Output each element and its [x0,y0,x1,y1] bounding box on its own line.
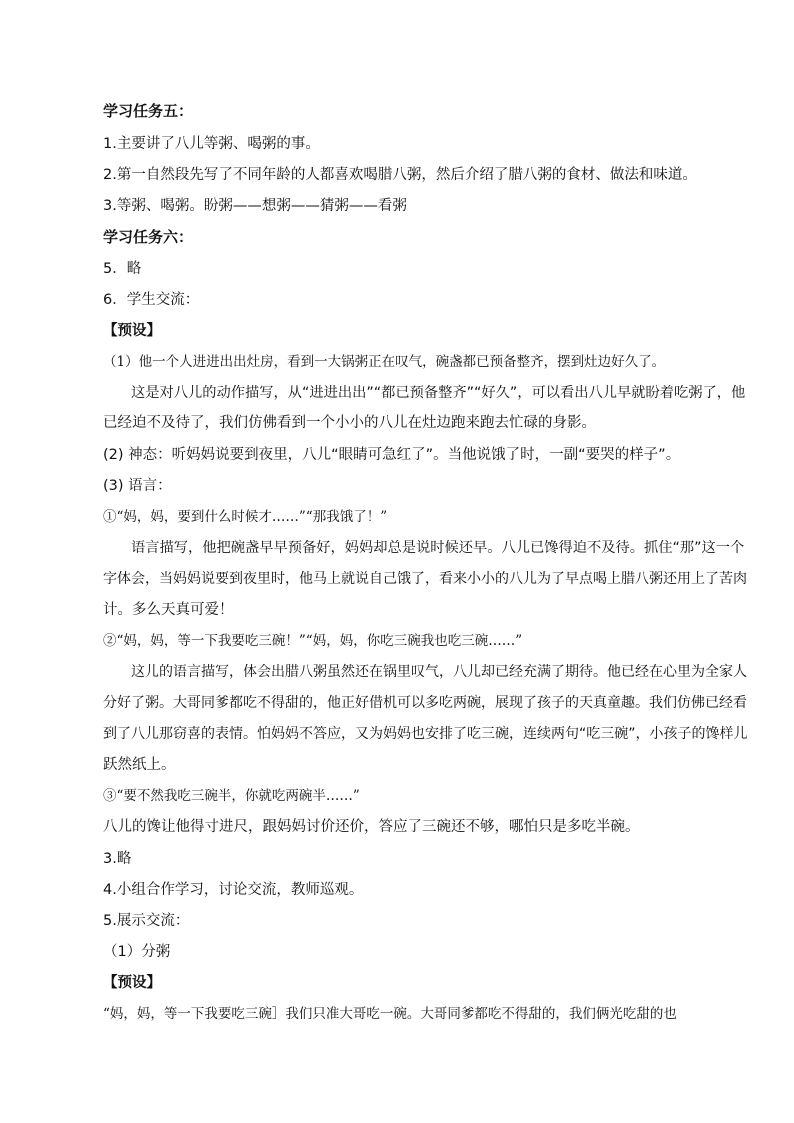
paragraph: 已经迫不及待了，我们仿佛看到一个小小的八儿在灶边跑来跑去忙碌的身影。 [103,415,596,431]
paragraph: 4.小组合作学习，讨论交流，教师巡观。 [103,882,364,898]
quote-line: （1）他一个人进进出出灶房，看到一大锅粥正在叹气，碗盏都已预备整齐，摆到灶边好久了。 [103,354,666,370]
paragraph: （1）分粥 [103,944,171,960]
paragraph: (2) 神态：听妈妈说要到夜里，八儿“眼睛可急红了”。当他说饿了时，一副“要哭的样子”。 [103,447,681,463]
paragraph: 6．学生交流： [103,292,200,308]
paragraph: 跃然纸上。 [103,757,176,773]
paragraph: 这儿的语言描写，体会出腊八粥虽然还在锅里叹气，八儿却已经充满了期待。他已经在心里为全家人 [131,664,747,680]
quote-line: “妈，妈，等一下我要吃三碗］我们只准大哥吃一碗。大哥同爹都吃不得甜的，我们俩光吃甜的也 [103,1006,677,1022]
paragraph: (3) 语言： [103,478,172,494]
paragraph: 语言描写，他把碗盏早早预备好，妈妈却总是说时候还早。八儿已馋得迫不及待。抓住“那”这一个 [131,540,745,556]
paragraph: 5．略 [103,261,142,277]
preset-label: 【预设】 [103,975,161,991]
paragraph: 计。多么天真可爱！ [103,602,234,618]
paragraph: 1.主要讲了八儿等粥、喝粥的事。 [103,136,320,152]
task-five-heading: 学习任务五： [103,102,194,120]
paragraph: 八儿的馋让他得寸进尺，跟妈妈讨价还价，答应了三碗还不够，哪怕只是多吃半碗。 [103,819,640,835]
paragraph: 3.等粥、喝粥。盼粥——想粥——猜粥——看粥 [103,198,407,214]
preset-label: 【预设】 [103,323,161,339]
paragraph: 到了八儿那窃喜的表情。怕妈妈不答应，又为妈妈也安排了吃三碗，连续两句“吃三碗”，小孩子的馋样儿 [103,726,748,742]
paragraph: 2.第一自然段先写了不同年龄的人都喜欢喝腊八粥，然后介绍了腊八粥的食材、做法和味道。 [103,167,697,183]
paragraph: 5.展示交流： [103,913,190,929]
quote-line: ①“妈，妈，要到什么时候才……”“那我饿了！” [103,509,388,525]
quote-line: ②“妈，妈，等一下我要吃三碗！”“妈，妈，你吃三碗我也吃三碗……” [103,633,523,649]
task-six-heading: 学习任务六： [103,228,194,246]
paragraph: 这是对八儿的动作描写，从“进进出出”“都已预备整齐”“好久”，可以看出八儿早就盼着吃粥了，他 [131,385,746,401]
paragraph: 分好了粥。大哥同爹都吃不得甜的，他正好借机可以多吃两碗，展现了孩子的天真童趣。我们仿佛已经看 [103,695,747,711]
quote-line: ③“要不然我吃三碗半，你就吃两碗半……” [103,788,360,804]
paragraph: 字体会，当妈妈说要到夜里时，他马上就说自己饿了，看来小小的八儿为了早点喝上腊八粥还用上了苦肉 [103,571,747,587]
paragraph: 3.略 [103,851,132,867]
